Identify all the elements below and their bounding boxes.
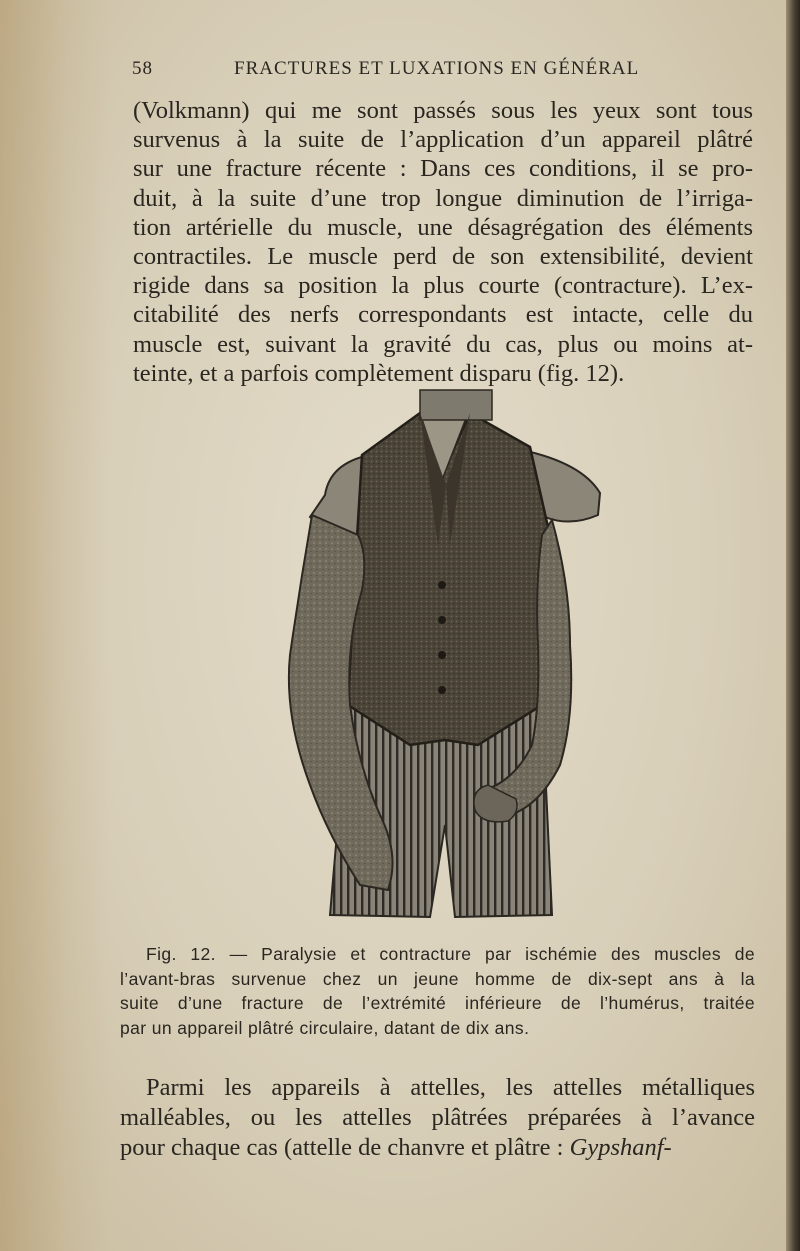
text-line: rigide dans sa position la plus courte (contracture). L’ex-	[133, 272, 753, 300]
caption-line: par un appareil plâtré circulaire, datant de dix ans.	[120, 1017, 530, 1038]
paragraph-2	[120, 1073, 755, 1163]
text-line: (Volkmann) qui me sont passés sous les yeux sont tous	[133, 97, 753, 124]
engraving-torso-figure	[270, 385, 620, 930]
caption-line: suite d’une fracture de l’extrémité inférieure de l’humérus, traitée	[120, 993, 755, 1013]
figure-12-illustration	[270, 385, 620, 930]
running-title: FRACTURES ET LUXATIONS EN GÉNÉRAL	[234, 58, 640, 79]
text-roman: pour chaque cas (attelle de chanvre et plâtre :	[120, 1134, 570, 1161]
running-header	[132, 58, 752, 88]
waistcoat	[348, 413, 552, 745]
text-line: muscle est, suivant la gravité du cas, plus ou moins at-	[133, 330, 753, 358]
book-spine-shadow	[786, 0, 800, 1251]
text-line: tion artérielle du muscle, une désagrégation des éléments	[133, 213, 753, 241]
paragraph-1	[133, 96, 753, 388]
figure-caption	[120, 942, 755, 1040]
collar	[420, 390, 492, 420]
text-line: Parmi les appareils à attelles, les attelles métalliques	[146, 1074, 755, 1101]
text-italic-term: Gypshanf-	[569, 1134, 672, 1161]
caption-line: Fig. 12. — Paralysie et contracture par ischémie des muscles de	[146, 944, 755, 964]
page-edge-wear	[0, 0, 110, 1251]
text-line: duit, à la suite d’une trop longue diminution de l’irriga-	[133, 184, 753, 212]
text-line	[120, 1133, 755, 1163]
text-line: sur une fracture récente : Dans ces conditions, il se pro-	[133, 155, 753, 183]
text-line: teinte, et a parfois complètement disparu (fig. 12).	[133, 359, 625, 387]
text-line: survenus à la suite de l’application d’un appareil plâtré	[133, 126, 753, 154]
text-line: malléables, ou les attelles plâtrées préparées à l’avance	[120, 1104, 755, 1131]
text-line: contractiles. Le muscle perd de son extensibilité, devient	[133, 243, 753, 271]
caption-line: l’avant-bras survenue chez un jeune homme de dix-sept ans à la	[120, 968, 755, 989]
page-number: 58	[132, 58, 153, 79]
text-line: citabilité des nerfs correspondants est intacte, celle du	[133, 301, 753, 329]
